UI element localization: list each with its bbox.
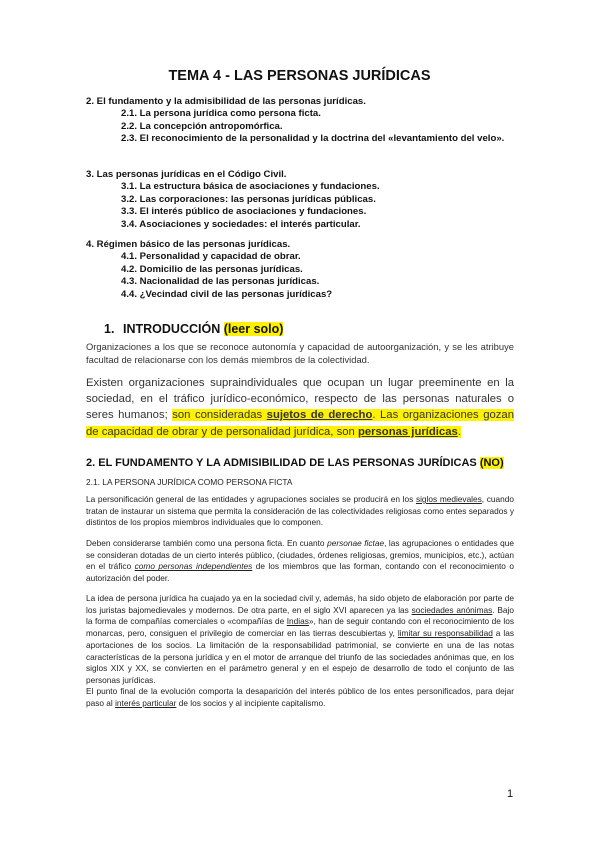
heading-text: 2. EL FUNDAMENTO Y LA ADMISIBILIDAD DE LAS PERSONAS JURÍDICAS [86,457,477,469]
key-term: sujetos de derecho [266,409,373,422]
highlight-note: (leer solo) [223,322,284,336]
highlight-note: (NO) [479,457,504,469]
text-run: son consideradas [172,409,267,422]
underlined-term: sociedades anónimas [411,604,493,615]
intro-paragraph-2 [86,375,514,440]
underlined-term: limitar su responsabilidad [397,628,493,639]
toc-section-3 [86,169,516,231]
heading-text: INTRODUCCIÓN [123,322,221,336]
underlined-term: Indias [286,616,309,627]
text-run: El punto final de la evolución comporta la desaparición del interés público de los entes personificados, para dejar paso al [86,686,514,708]
toc-section-2 [86,96,516,146]
subheading-2-1: 2.1. LA PERSONA JURÍDICA COMO PERSONA FICTA [86,477,293,487]
heading-introduccion [104,322,283,336]
text-run: », han de seguir contando con el reconocimiento de los monarcas, pero, consiguen el privilegio de comerciar en las tierras descubiertas y, [86,616,514,639]
page-number: 1 [507,788,514,800]
text-run: . Bajo la forma de compañías comerciales o «compañías de [86,604,514,627]
toc-item: 4.1. Personalidad y capacidad de obrar. [121,251,301,263]
toc-item: 2.2. La concepción antropomórfica. [121,120,283,132]
text-run: , cuando tratan de instaurar un sistema que permita la consideración de las colectividades religiosas como entes separados y distintos de los propios miembros individuales que lo componen. [86,494,514,528]
toc-item: 2.3. El reconocimiento de la personalidad y la doctrina del «levantamiento del velo». [121,133,505,145]
toc-section-4 [86,239,516,301]
toc-item: 2.1. La persona jurídica como persona ficta. [121,108,321,120]
heading-number: 1. [104,322,115,336]
text-run: . Las organizaciones gozan de capacidad de obrar y de personalidad jurídica, son [86,409,514,438]
toc-item: 3. Las personas jurídicas en el Código Civil. [86,169,287,180]
text-run: Existen organizaciones supraindividuales que ocupan un lugar preeminente en la sociedad, en el tráfico jurídico-económico, respecto de las personas naturales o seres humanos; [86,377,514,422]
toc-item: 2. El fundamento y la admisibilidad de las personas jurídicas. [86,96,366,107]
underlined-term: interés particular [115,697,177,708]
heading-section-2 [86,457,504,469]
body-paragraph [86,686,514,709]
text-run: de los socios y al incipiente capitalismo. [176,697,326,708]
text-run: Deben considerarse también como una persona ficta. En cuanto [86,538,328,548]
text-run: La idea de persona jurídica ha cuajado ya en la sociedad civil y, además, ha sido objeto de elaboración por parte de los juristas bajomedievales y modernos. De otra parte, en el siglo XVI aparecen ya las [86,593,514,615]
body-paragraph [86,538,514,585]
text-run: a las aportaciones de los socios. La limitación de la responsabilidad patrimonial, se convierte en una de las notas características de la persona jurídica y en el motor de arranque del triunfo de las sociedades anónimas que, en los siglos XIX y XX, se convierten en el parámetro general y en el espejo de desarrollo de todo el conjunto de las personas jurídicas. [86,628,514,685]
intro-paragraph-1: Organizaciones a los que se reconoce autonomía y capacidad de autoorganización, y se les atribuye facultad de relacionarse con los demás miembros de la colectividad. [86,341,514,365]
toc-item: 3.1. La estructura básica de asociaciones y fundaciones. [121,181,380,193]
italic-term: personae fictae [327,538,385,548]
toc-item: 4.2. Domicilio de las personas jurídicas. [121,263,303,275]
body-paragraph [86,494,514,529]
underlined-term: como personas independientes [134,561,253,572]
underlined-term: siglos medievales [415,494,482,504]
toc-item: 3.3. El interés público de asociaciones y fundaciones. [121,206,367,218]
toc-item: 3.2. Las corporaciones: las personas jurídicas públicas. [121,193,376,205]
body-paragraph [86,593,514,687]
page-title: TEMA 4 - LAS PERSONAS JURÍDICAS [168,68,431,84]
toc-item: 4.3. Nacionalidad de las personas jurídicas. [121,276,320,288]
text-run: La personificación general de las entidades y agrupaciones sociales se producirá en los [86,494,416,504]
text-run: . [457,425,461,438]
toc-item: 3.4. Asociaciones y sociedades: el interés particular. [121,218,361,230]
text-run: de los miembros que las forman, contando con el reconocimiento o autorización del poder. [86,561,514,584]
toc-item: 4. Régimen básico de las personas jurídicas. [86,239,291,250]
toc-item: 4.4. ¿Vecindad civil de las personas jurídicas? [121,288,333,300]
text-run: , las agrupaciones o entidades que se consideran dotadas de un cierto interés público, (ciudades, órdenes religiosas, gremios, municipios, etc.), actúan en el tráfico [86,538,514,572]
key-term: personas jurídicas [357,425,458,438]
